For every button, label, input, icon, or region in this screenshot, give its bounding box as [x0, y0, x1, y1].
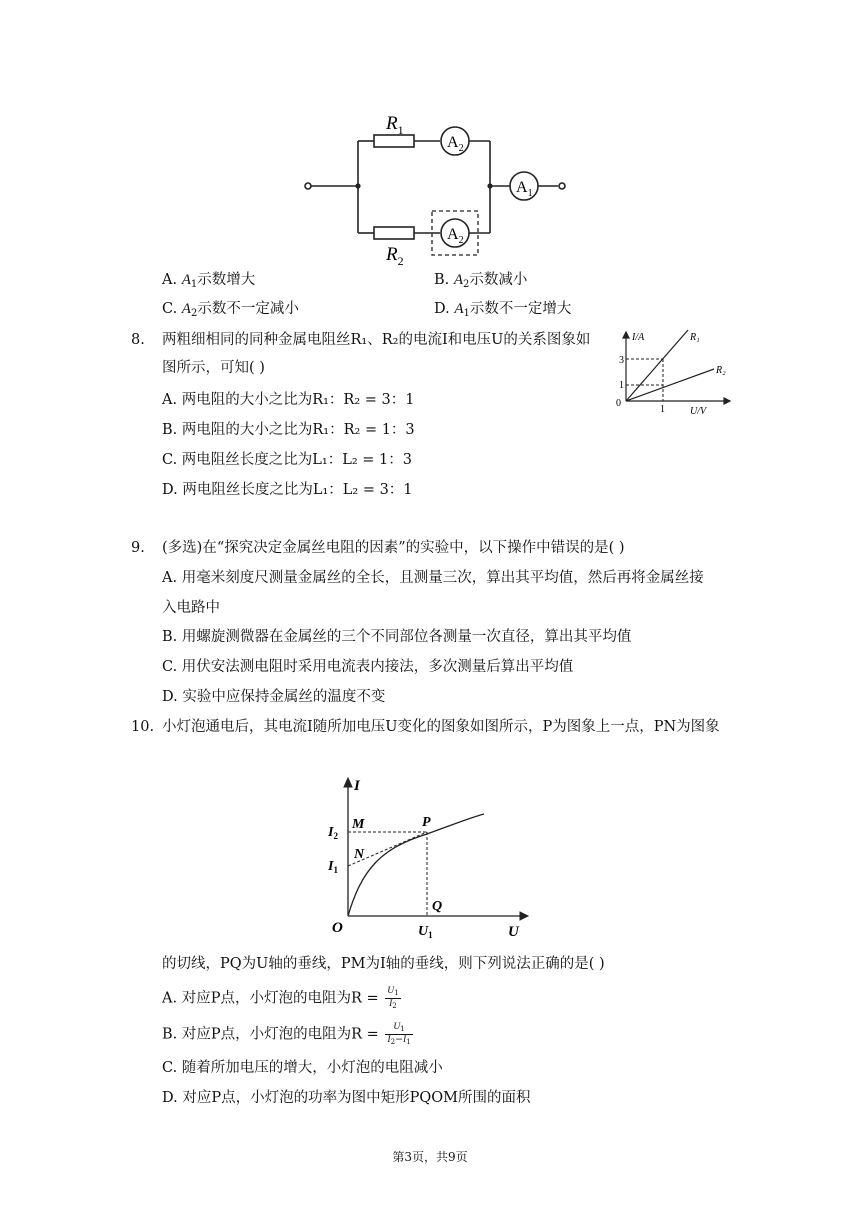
svg-text:M: M	[352, 817, 365, 832]
svg-text:U1: $U_1$	[418, 924, 433, 940]
a2-top-label: $A_2$	[447, 134, 464, 154]
svg-text:I1: $I_1$	[328, 859, 338, 875]
svg-text:R₁: R₁	[690, 332, 700, 343]
r1-label: $R_1$	[386, 113, 404, 137]
q8-stem-line1: 两粗细相同的同种金属电阻丝R₁、R₂的电流I和电压U的关系图象如	[162, 332, 591, 348]
svg-text:I: I	[354, 778, 360, 794]
q7-option-b: B. $A_2$示数减小	[434, 272, 528, 290]
svg-text:I/A: I/A	[632, 332, 645, 343]
q7-option-a: A. $A_1$示数增大	[162, 272, 256, 290]
svg-text:P: P	[422, 815, 431, 830]
q10-number: 10.	[131, 719, 155, 735]
q10-option-b: B. 对应P点，小灯泡的电阻为R = $\frac{U_1}{I_2-I_1}$	[162, 1022, 411, 1046]
a1-label: $A_1$	[516, 179, 533, 199]
q9-stem: (多选)在“探究决定金属丝电阻的因素”的实验中，以下操作中错误的是( )	[162, 540, 625, 556]
q7-option-c: C. $A_2$示数不一定减小	[162, 301, 299, 319]
q9-option-a-cont: 入电路中	[162, 600, 220, 616]
q8-option-a: A. 两电阻的大小之比为R₁：R₂ = 3：1	[162, 392, 415, 408]
a2-bottom-label: $A_2$	[447, 226, 464, 246]
q8-option-d: D. 两电阻丝长度之比为L₁：L₂ = 3：1	[162, 482, 413, 498]
q8-number: 8.	[131, 332, 145, 348]
fraction-u1-over-i2: $\frac{U_1}{I_2}$	[387, 986, 399, 1010]
r2-label: $R_2$	[386, 244, 404, 268]
svg-text:U/V: U/V	[690, 406, 707, 417]
q10-option-c: C. 随着所加电压的增大，小灯泡的电阻减小	[162, 1060, 443, 1076]
q9-option-c: C. 用伏安法测电阻时采用电流表内接法，多次测量后算出平均值	[162, 659, 574, 675]
svg-text:N: N	[354, 847, 365, 862]
page-footer: 第3页，共9页	[392, 1150, 468, 1164]
fraction-u1-over-i2-minus-i1: $\frac{U_1}{I_2-I_1}$	[387, 1022, 411, 1046]
q9-option-a: A. 用毫米刻度尺测量金属丝的全长，且测量三次，算出其平均值，然后再将金属丝接	[162, 570, 704, 586]
svg-text:0: 0	[616, 398, 621, 409]
svg-text:I2: $I_2$	[328, 825, 338, 841]
svg-text:O: O	[332, 920, 343, 936]
q9-option-d: D. 实验中应保持金属丝的温度不变	[162, 689, 386, 705]
svg-text:U: U	[508, 924, 519, 940]
q8-stem-line2: 图所示，可知( )	[162, 360, 265, 376]
q10-stem-line2: 的切线，PQ为U轴的垂线，PM为I轴的垂线，则下列说法正确的是( )	[162, 956, 605, 972]
q9-number: 9.	[131, 540, 145, 556]
svg-text:1: 1	[660, 404, 665, 415]
q8-option-b: B. 两电阻的大小之比为R₁：R₂ = 1：3	[162, 422, 415, 438]
q10-option-a: A. 对应P点，小灯泡的电阻为R = $\frac{U_1}{I_2}$	[162, 986, 399, 1010]
svg-text:Q: Q	[432, 899, 443, 914]
q9-option-b: B. 用螺旋测微器在金属丝的三个不同部位各测量一次直径，算出其平均值	[162, 629, 632, 645]
q10-stem-line1: 小灯泡通电后，其电流I随所加电压U变化的图象如图所示，P为图象上一点，PN为图象	[162, 719, 720, 735]
q7-option-d: D. $A_1$示数不一定增大	[434, 301, 572, 319]
svg-text:1: 1	[619, 380, 624, 391]
q10-iu-graph	[322, 770, 536, 942]
q10-option-d: D. 对应P点，小灯泡的功率为图中矩形PQOM所围的面积	[162, 1090, 531, 1106]
q8-iv-graph	[612, 326, 738, 424]
svg-text:3: 3	[619, 355, 624, 366]
circuit-diagram	[300, 108, 580, 268]
q8-option-c: C. 两电阻丝长度之比为L₁：L₂ = 1：3	[162, 452, 412, 468]
svg-text:R₂: R₂	[716, 365, 726, 376]
